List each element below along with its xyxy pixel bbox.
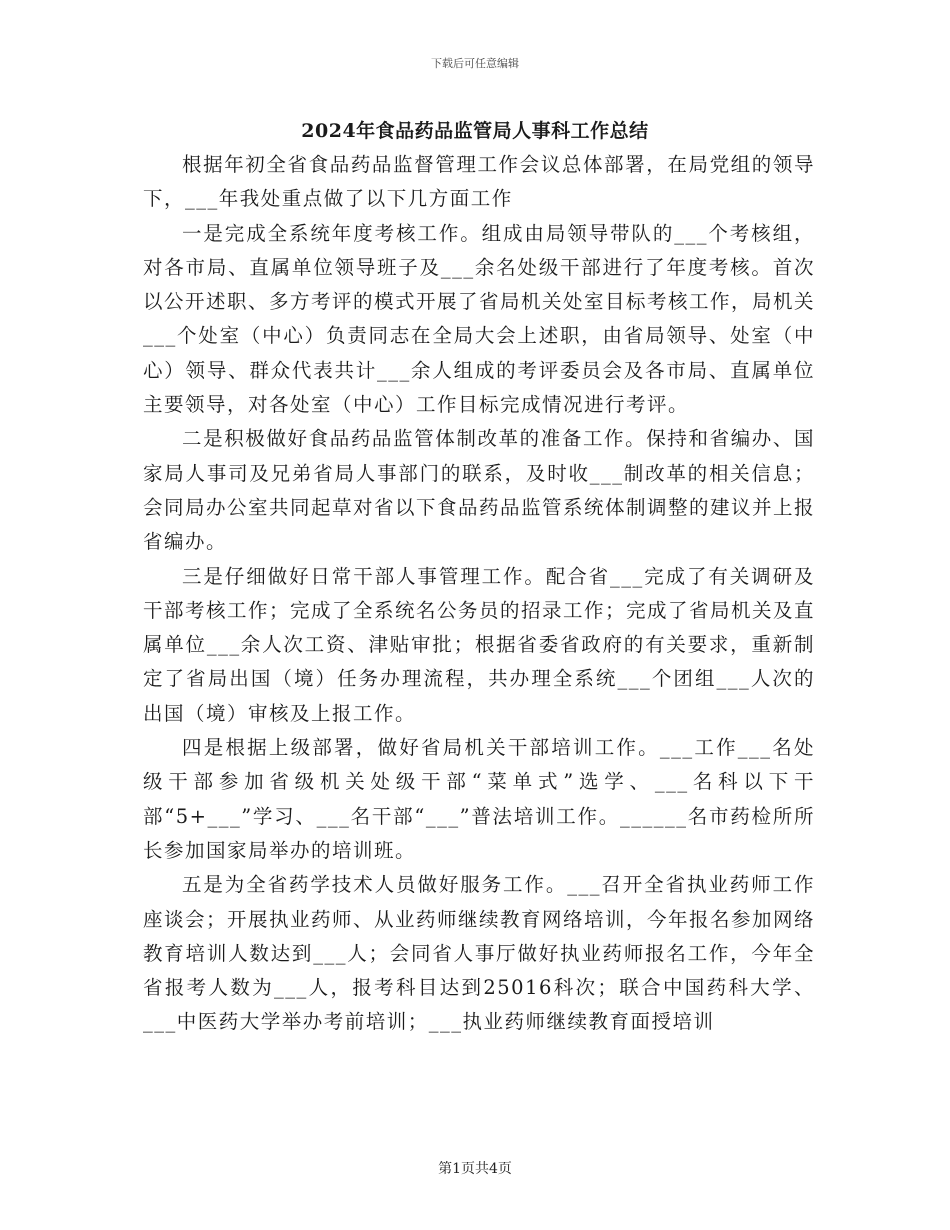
document-body — [143, 148, 815, 1040]
paragraph-1: 一是完成全系统年度考核工作。组成由局领导带队的___个考核组，对各市局、直属单位领导班子及___余名处级干部进行了年度考核。首次以公开述职、多方考评的模式开展了省局机关处室目标考核工作，局机关___个处室（中心）负责同志在全局大会上述职，由省局领导、处室（中心）领导、群众代表共计___余人组成的考评委员会及各市局、直属单位主要领导，对各处室（中心）工作目标完成情况进行考评。 — [143, 221, 816, 417]
paragraph-4: 四是根据上级部署，做好省局机关干部培训工作。___工作___名处级干部参加省级机关处级干部“菜单式”选学、___名科以下干部“5+___”学习、___名干部“___”普法培训工作。______名市药检所所长参加国家局举办的培训班。 — [143, 736, 815, 862]
page-number: 第1页共4页 — [438, 1161, 512, 1177]
paragraph-3: 三是仔细做好日常干部人事管理工作。配合省___完成了有关调研及干部考核工作；完成了全系统名公务员的招录工作；完成了省局机关及直属单位___余人次工资、津贴审批；根据省委省政府的有关要求，重新制定了省局出国（境）任务办理流程，共办理全系统___个团组___人次的出国（境）审核及上报工作。 — [143, 564, 816, 725]
paragraph-intro: 根据年初全省食品药品监督管理工作会议总体部署，在局党组的领导下，___年我处重点做了以下几方面工作 — [143, 153, 815, 211]
paragraph-2: 二是积极做好食品药品监管体制改革的准备工作。保持和省编办、国家局人事司及兄弟省局人事部门的联系，及时收___制改革的相关信息；会同局办公室共同起草对省以下食品药品监管系统体制调整的建议并上报省编办。 — [143, 427, 816, 554]
document-title: 2024年食品药品监管局人事科工作总结 — [301, 120, 649, 142]
paragraph-5: 五是为全省药学技术人员做好服务工作。___召开全省执业药师工作座谈会；开展执业药师、从业药师继续教育网络培训，今年报名参加网络教育培训人数达到___人；会同省人事厅做好执业药师报名工作，今年全省报考人数为___人，报考科目达到25016科次；联合中国药科大学、___中医药大学举办考前培训；___执业药师继续教育面授培训 — [143, 873, 816, 1034]
page-header-note: 下载后可任意编辑 — [431, 57, 519, 70]
